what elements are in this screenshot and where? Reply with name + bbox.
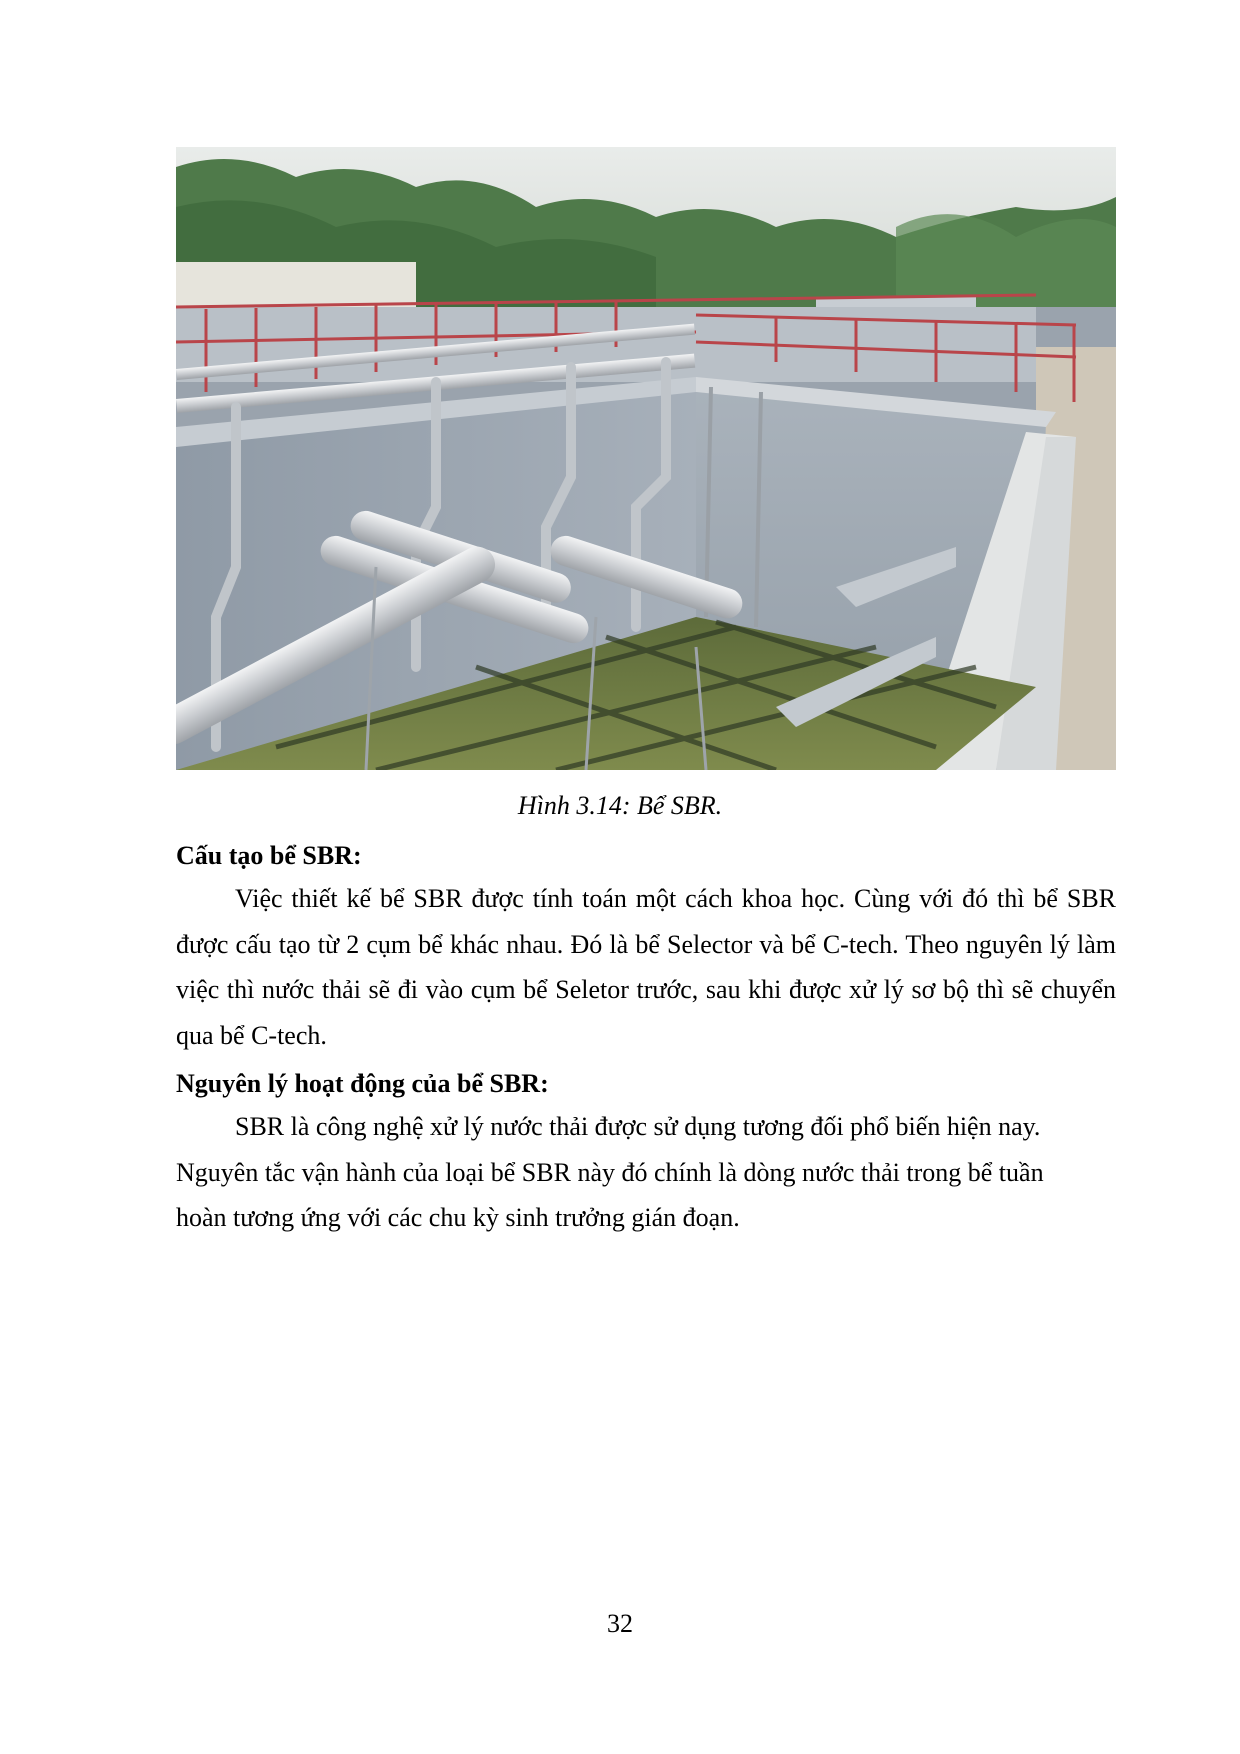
paragraph-structure: Việc thiết kế bể SBR được tính toán một cách khoa học. Cùng với đó thì bể SBR được cấu tạo từ 2 cụm bể khác nhau. Đó là bể Selector và bể C-tech. Theo nguyên lý làm việc thì nước thải sẽ đi vào cụm bể Seletor trước, sau khi được xử lý sơ bộ thì sẽ chuyển qua bể C-tech. xyxy=(176,884,1116,1050)
figure-caption: Hình 3.14: Bể SBR. xyxy=(517,791,723,820)
paragraph-operating-principle: SBR là công nghệ xử lý nước thải được sử dụng tương đối phổ biến hiện nay. Nguyên tắc vận hành của loại bể SBR này đó chính là dòng nước thải trong bể tuần hoàn tương ứng với các chu kỳ sinh trưởng gián đoạn. xyxy=(176,1112,1044,1232)
section-heading-structure: Cấu tạo bể SBR: xyxy=(176,841,362,870)
page-number: 32 xyxy=(607,1609,633,1638)
figure-photo-sbr-tank xyxy=(176,147,1116,770)
sbr-tank-photo-illustration xyxy=(176,147,1116,770)
section-heading-operating-principle: Nguyên lý hoạt động của bể SBR: xyxy=(176,1069,549,1098)
